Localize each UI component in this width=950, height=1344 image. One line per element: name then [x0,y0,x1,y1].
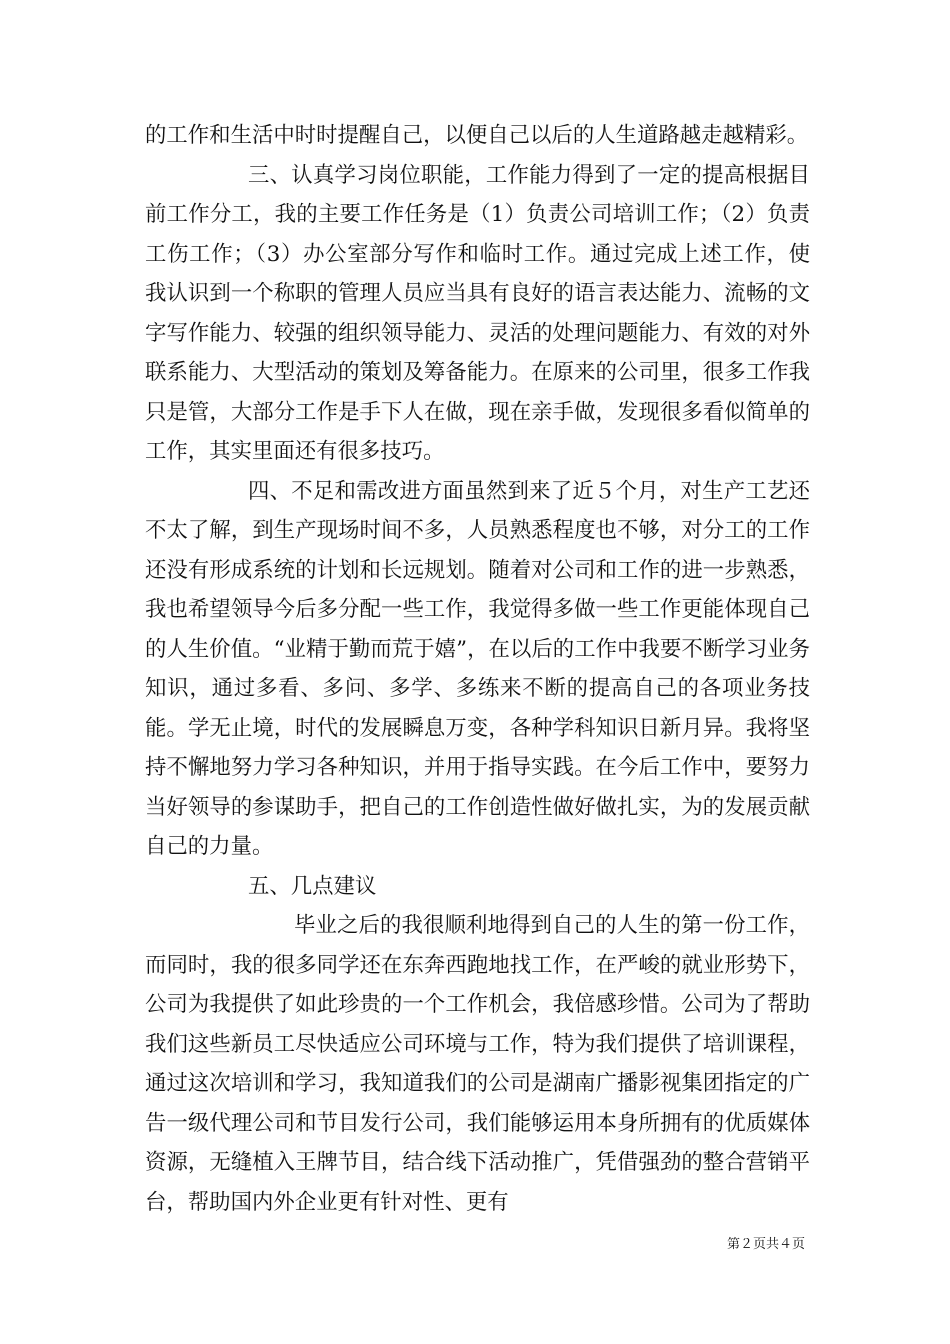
paragraph-section-3: 三、认真学习岗位职能，工作能力得到了一定的提高根据目前工作分工，我的主要工作任务是（1）负责公司培训工作；（2）负责工伤工作；（3）办公室部分写作和临时工作。通过完成上述工作，使我认识到一个称职的管理人员应当具有良好的语言表达能力、流畅的文字写作能力、较强的组织领导能力、灵活的处理问题能力、有效的对外联系能力、大型活动的策划及筹备能力。在原来的公司里，很多工作我只是管，大部分工作是手下人在做，现在亲手做，发现很多看似简单的工作，其实里面还有很多技巧。 [145,162,810,464]
paragraph-continuation: 的工作和生活中时时提醒自己，以便自己以后的人生道路越走越精彩。 [145,123,809,148]
document-body [145,116,810,1222]
heading-section-5: 五、几点建议 [248,873,377,899]
paragraph-section-5-body: 毕业之后的我很顺利地得到自己的人生的第一份工作，而同时，我的很多同学还在东奔西跑地找工作，在严峻的就业形势下，公司为我提供了如此珍贵的一个工作机会，我倍感珍惜。公司为了帮助我们这些新员工尽快适应公司环境与工作，特为我们提供了培训课程，通过这次培训和学习，我知道我们的公司是湖南广播影视集团指定的广告一级代理公司和节目发行公司，我们能够运用本身所拥有的优质媒体资源，无缝植入王牌节目，结合线下活动推广，凭借强劲的整合营销平台，帮助国内外企业更有针对性、更有 [145,913,810,1215]
paragraph-section-4: 四、不足和需改进方面虽然到来了近５个月，对生产工艺还不太了解，到生产现场时间不多，人员熟悉程度也不够，对分工的工作还没有形成系统的计划和长远规划。随着对公司和工作的进一步熟悉，我也希望领导今后多分配一些工作，我觉得多做一些工作更能体现自己的人生价值。“业精于勤而荒于嬉”，在以后的工作中我要不断学习业务知识，通过多看、多问、多学、多练来不断的提高自己的各项业务技能。学无止境，时代的发展瞬息万变，各种学科知识日新月异。我将坚持不懈地努力学习各种知识，并用于指导实践。在今后工作中，要努力当好领导的参谋助手，把自己的工作创造性做好做扎实，为的发展贡献自己的力量。 [145,478,810,859]
page-number-footer: 第２页共４页 [726,1237,805,1252]
